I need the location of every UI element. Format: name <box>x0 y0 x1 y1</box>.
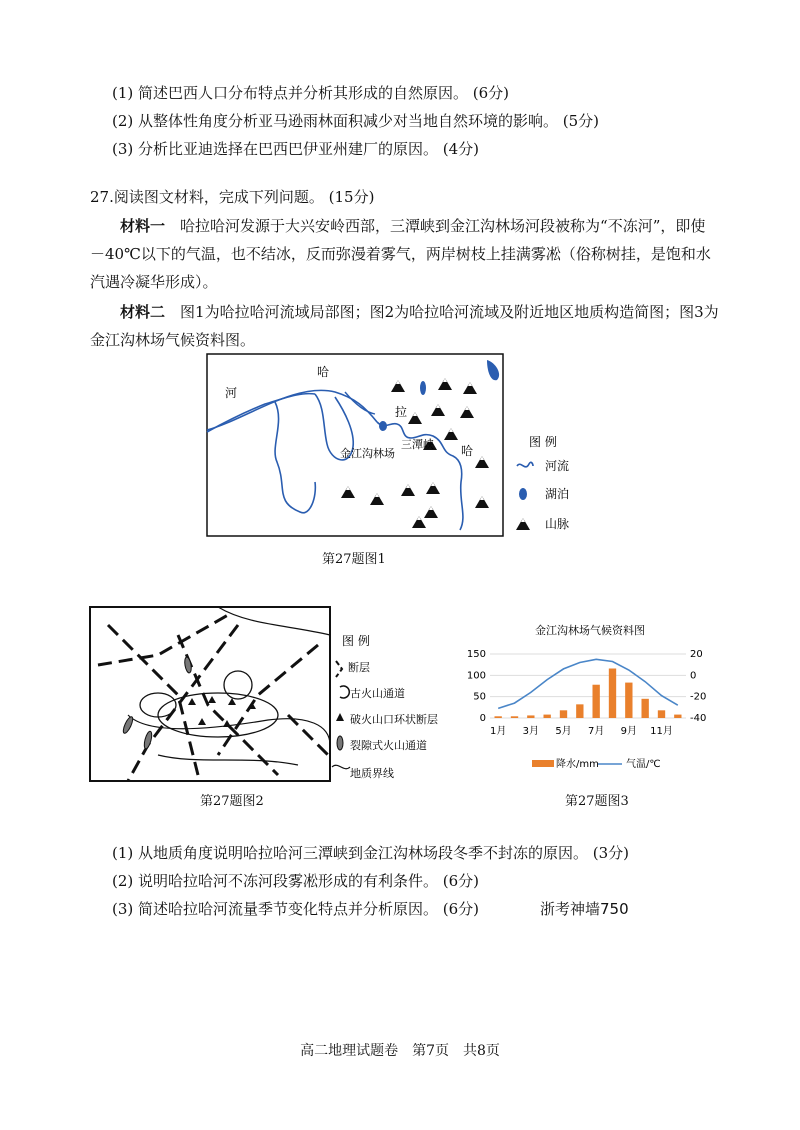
boundary-legend-icon <box>332 765 350 768</box>
precip-bar <box>674 715 681 718</box>
precip-bar <box>576 704 583 718</box>
chart-title: 金江沟林场气候资料图 <box>535 624 645 637</box>
page-footer: 高二地理试题卷 第7页 共8页 <box>300 1043 500 1059</box>
mountain-legend-icon <box>516 518 530 530</box>
x-tick-label: 9月 <box>620 726 638 737</box>
fig2-legend-fault: 断层 <box>348 661 370 674</box>
river-legend-icon <box>517 462 533 467</box>
precip-legend: 降水/mm <box>556 759 599 770</box>
precip-bar <box>560 710 567 718</box>
fig2-legend-fissure: 裂隙式火山通道 <box>350 739 427 752</box>
precip-bar <box>511 716 518 718</box>
fig2-legend-title: 图 例 <box>342 634 370 648</box>
watermark-text: 浙考神墙750 <box>540 900 629 918</box>
precip-bar <box>625 683 632 718</box>
lake-legend-icon <box>519 488 527 500</box>
fig2-geology-map <box>88 605 458 785</box>
x-tick-label: 3月 <box>522 726 540 737</box>
question-2: (2) 从整体性角度分析亚马逊雨林面积减少对当地自然环境的影响。 (5分) <box>112 112 600 130</box>
y-left-tick-label: 100 <box>466 670 486 682</box>
y-right-tick-label: 0 <box>690 670 697 682</box>
precip-bar <box>494 716 501 718</box>
y-left-tick-label: 50 <box>473 691 486 703</box>
precip-legend-icon <box>532 760 554 767</box>
x-tick-label: 7月 <box>587 726 605 737</box>
material-2-text: 图1为哈拉哈河流域局部图；图2为哈拉哈河流域及附近地区地质构造简图；图3为金江沟林场气候资料图。 <box>90 303 719 349</box>
fig1-map <box>205 352 605 542</box>
material-1 <box>90 212 720 296</box>
climate-chart <box>450 618 730 788</box>
material-1-text: 哈拉哈河发源于大兴安岭西部，三潭峡到金江沟林场河段被称为“不冻河”，即使－40℃以下的气温，也不结冰，反而弥漫着雾气，两岸树枝上挂满雾凇（俗称树挂，是饱和水汽遇冷凝华形成）。 <box>90 217 711 291</box>
fissure-legend-icon <box>337 736 343 750</box>
temp-legend: 气温/℃ <box>626 759 661 770</box>
volcano-vent-legend-icon <box>340 686 349 698</box>
fig2-legend-caldera: 破火山口环状断层 <box>350 713 438 726</box>
fig2-caption: 第27题图2 <box>200 794 264 809</box>
fault-legend-icon <box>336 661 342 677</box>
fig1-label-ha: 哈 <box>317 365 330 379</box>
y-left-tick-label: 0 <box>479 713 486 724</box>
fig1-legend-title: 图 例 <box>529 435 557 449</box>
fig1-label-santanxia: 三潭峡 <box>401 438 434 451</box>
precip-bar <box>543 715 550 718</box>
material-2-label: 材料二 <box>120 303 166 321</box>
question-1: (1) 简述巴西人口分布特点并分析其形成的自然原因。 (6分) <box>112 84 510 102</box>
material-2 <box>90 298 720 354</box>
precip-bar <box>641 699 648 718</box>
precip-bar <box>527 715 534 718</box>
y-left-tick-label: 150 <box>466 649 486 660</box>
fig1-label-la: 拉 <box>395 405 408 419</box>
fig1-label-jinjianggou: 金江沟林场 <box>340 447 395 460</box>
x-tick-label: 5月 <box>555 726 572 737</box>
q27-sub-1: (1) 从地质角度说明哈拉哈河三潭峡到金江沟林场段冬季不封冻的原因。 (3分) <box>112 844 630 862</box>
fig1-caption: 第27题图1 <box>322 552 386 567</box>
caldera-legend-icon <box>336 713 344 721</box>
y-right-tick-label: -20 <box>690 691 707 703</box>
fig2-legend-boundary: 地质界线 <box>350 767 394 780</box>
q27-sub-2: (2) 说明哈拉哈河不冻河段雾凇形成的有利条件。 (6分) <box>112 872 480 890</box>
q27-sub-3: (3) 简述哈拉哈河流量季节变化特点并分析原因。 (6分) <box>112 900 480 918</box>
precip-bar <box>658 710 665 718</box>
fig1-legend-mountain: 山脉 <box>545 517 570 531</box>
x-tick-label: 1月 <box>489 726 507 737</box>
fig1-legend-river: 河流 <box>545 459 570 473</box>
fig1-label-he: 河 <box>225 386 238 400</box>
material-1-label: 材料一 <box>120 217 166 235</box>
fig1-legend-lake: 湖泊 <box>545 487 570 501</box>
question-3: (3) 分析比亚迪选择在巴西巴伊亚州建厂的原因。 (4分) <box>112 140 480 158</box>
precip-bar <box>592 685 599 718</box>
fig1-label-ha2: 哈 <box>461 444 474 458</box>
fig2-legend-vent: 古火山通道 <box>350 687 405 700</box>
y-right-tick-label: -40 <box>690 713 707 724</box>
fig3-caption: 第27题图3 <box>565 794 629 809</box>
q27-heading: 27.阅读图文材料，完成下列问题。 (15分) <box>90 188 375 206</box>
x-tick-label: 11月 <box>650 726 673 737</box>
precip-bar <box>609 669 616 718</box>
y-right-tick-label: 20 <box>690 649 703 660</box>
temperature-line <box>498 659 678 708</box>
